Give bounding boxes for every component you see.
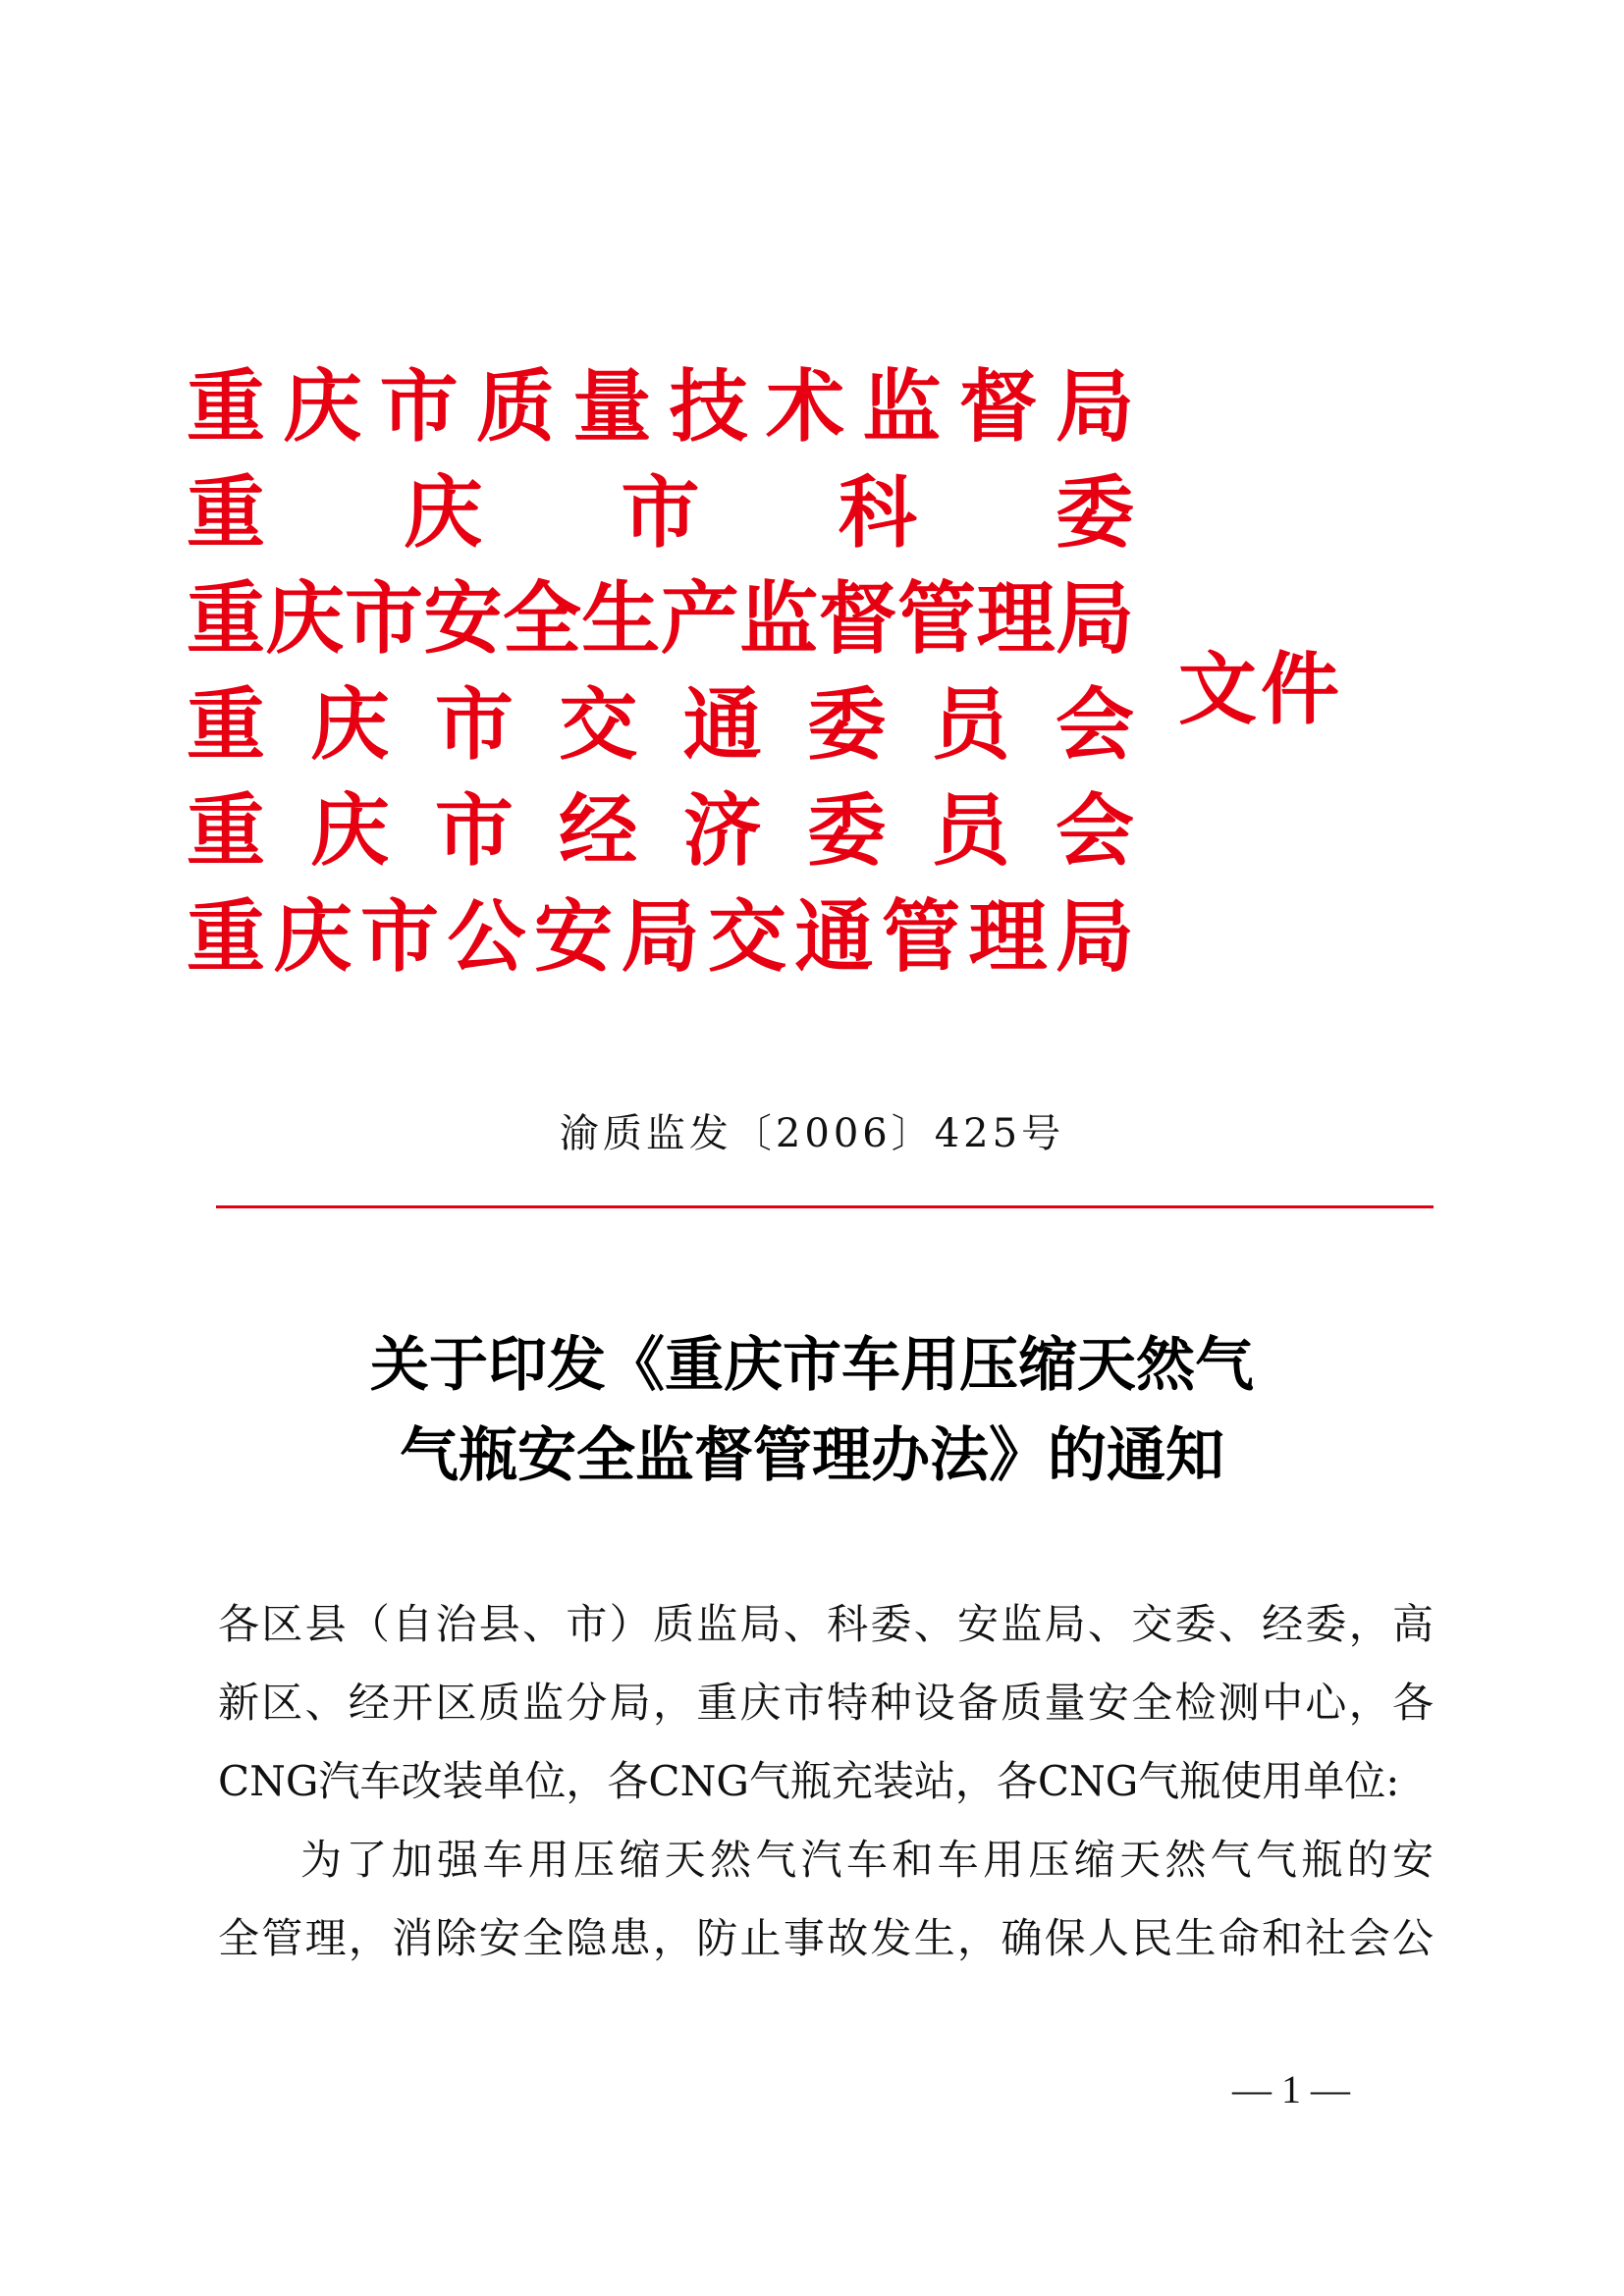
- document-body: [218, 1585, 1434, 1978]
- red-divider: [216, 1205, 1434, 1208]
- issuer-transport-committee: 重 庆 市 交 通 委 员 会: [187, 678, 1134, 771]
- document-suffix: 文件: [1178, 643, 1343, 735]
- issuer-traffic-police: 重庆市公安局交通管理局: [187, 890, 1134, 983]
- paragraph-line-2: 全管理，消除安全隐患，防止事故发生，确保人民生命和社会公: [218, 1914, 1434, 1962]
- issuing-authorities: [187, 353, 1134, 989]
- page-number: — 1 —: [1232, 2067, 1350, 2111]
- title-line-1: 关于印发《重庆市车用压缩天然气: [370, 1331, 1254, 1400]
- recipients-line-1: 各区县（自治县、市）质监局、科委、安监局、交委、经委，高: [218, 1600, 1434, 1648]
- recipients-line-3: CNG汽车改装单位，各CNG气瓶充装站，各CNG气瓶使用单位:: [218, 1757, 1400, 1805]
- recipients-line-2: 新区、经开区质监分局，重庆市特种设备质量安全检测中心，各: [218, 1679, 1434, 1727]
- title-line-2: 气瓶安全监督管理办法》的通知: [400, 1421, 1224, 1490]
- paragraph-line-1: 为了加强车用压缩天然气汽车和车用压缩天然气气瓶的安: [300, 1836, 1434, 1884]
- issuer-science-committee: 重 庆 市 科 委: [187, 466, 1134, 559]
- document-number: 渝质监发〔2006〕425号: [559, 1111, 1065, 1156]
- issuer-economic-committee: 重 庆 市 经 济 委 员 会: [187, 784, 1134, 877]
- issuer-safety-bureau: 重庆市安全生产监督管理局: [187, 572, 1134, 665]
- document-title: [0, 1320, 1624, 1501]
- issuer-quality-bureau: 重庆市质量技术监督局: [187, 360, 1134, 453]
